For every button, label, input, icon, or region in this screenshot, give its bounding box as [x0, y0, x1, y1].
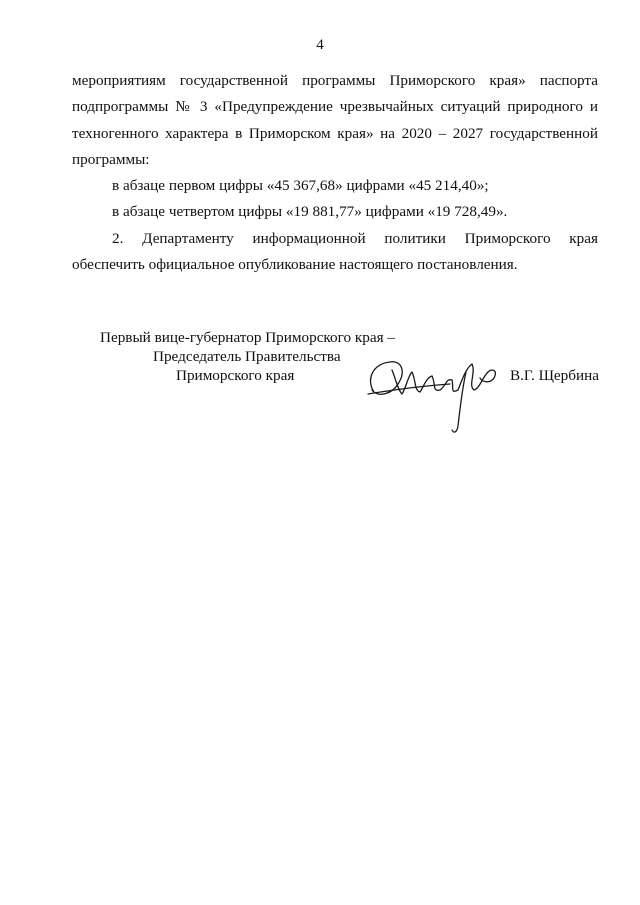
signatory-name: В.Г. Щербина [510, 367, 599, 384]
signatory-position: Приморского края [176, 367, 295, 384]
page-number: 4 [316, 37, 324, 53]
paragraph-line: программы: [72, 150, 150, 168]
document-body [72, 68, 598, 278]
signatory-position: Первый вице-губернатор Приморского края – [100, 329, 395, 346]
paragraph-publication-line: 2. Департаменту информационной политики Приморского края [112, 229, 598, 247]
paragraph-line: техногенного характера в Приморском края» на 2020 – 2027 государственной [72, 124, 598, 142]
paragraph-amendment-fourth: в абзаце четвертом цифры «19 881,77» цифрами «19 728,49». [112, 203, 508, 221]
handwritten-signature [362, 350, 512, 438]
paragraph-publication-line: обеспечить официальное опубликование настоящего постановления. [72, 256, 518, 274]
paragraph-amendment-first: в абзаце первом цифры «45 367,68» цифрами «45 214,40»; [112, 177, 489, 195]
paragraph-line: мероприятиям государственной программы Приморского края» паспорта [72, 72, 598, 89]
signature-block [0, 328, 640, 428]
signatory-position: Председатель Правительства [153, 348, 341, 365]
paragraph-line: подпрограммы № 3 «Предупреждение чрезвычайных ситуаций природного и [72, 98, 598, 116]
